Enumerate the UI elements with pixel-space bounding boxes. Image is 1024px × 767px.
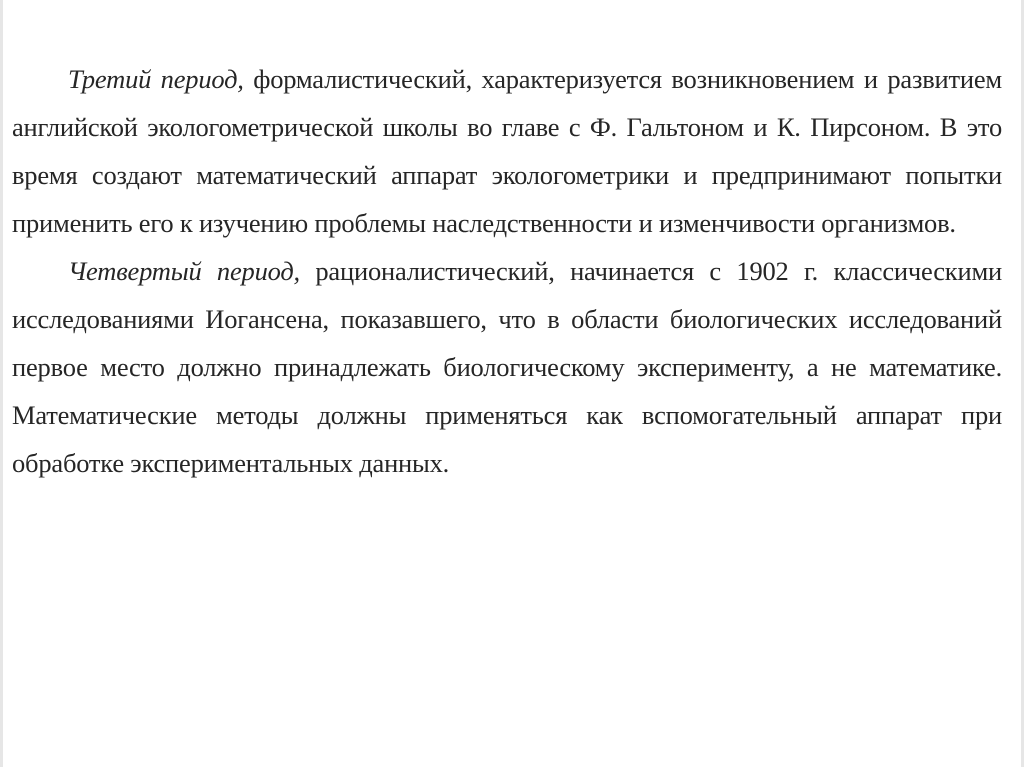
paragraph-third-period [12, 55, 1002, 247]
text-block [12, 55, 1002, 487]
paragraph-lead: Четвертый период, [68, 256, 300, 286]
paragraph-lead: Третий период, [68, 64, 244, 94]
paragraph-text: рационалистический, начинается с 1902 г. классическими исследованиями Иогансена, показавшего, что в области биологических исследований первое место должно принадлежать биологическому эксперименту, а не математике. Математические методы должны применяться как вспомогательный аппарат при обработке экспериментальных данных. [12, 256, 1002, 478]
paragraph-fourth-period [12, 247, 1002, 487]
page-edge-left [0, 0, 3, 767]
paragraph-text: формалистический, характеризуется возникновением и развитием английской экологометрической школы во главе с Ф. Гальтоном и К. Пирсоном. В это время создают математический аппарат экологометрики и предпринимают попытки применить его к изучению проблемы наследственности и изменчивости организмов. [12, 64, 1002, 238]
